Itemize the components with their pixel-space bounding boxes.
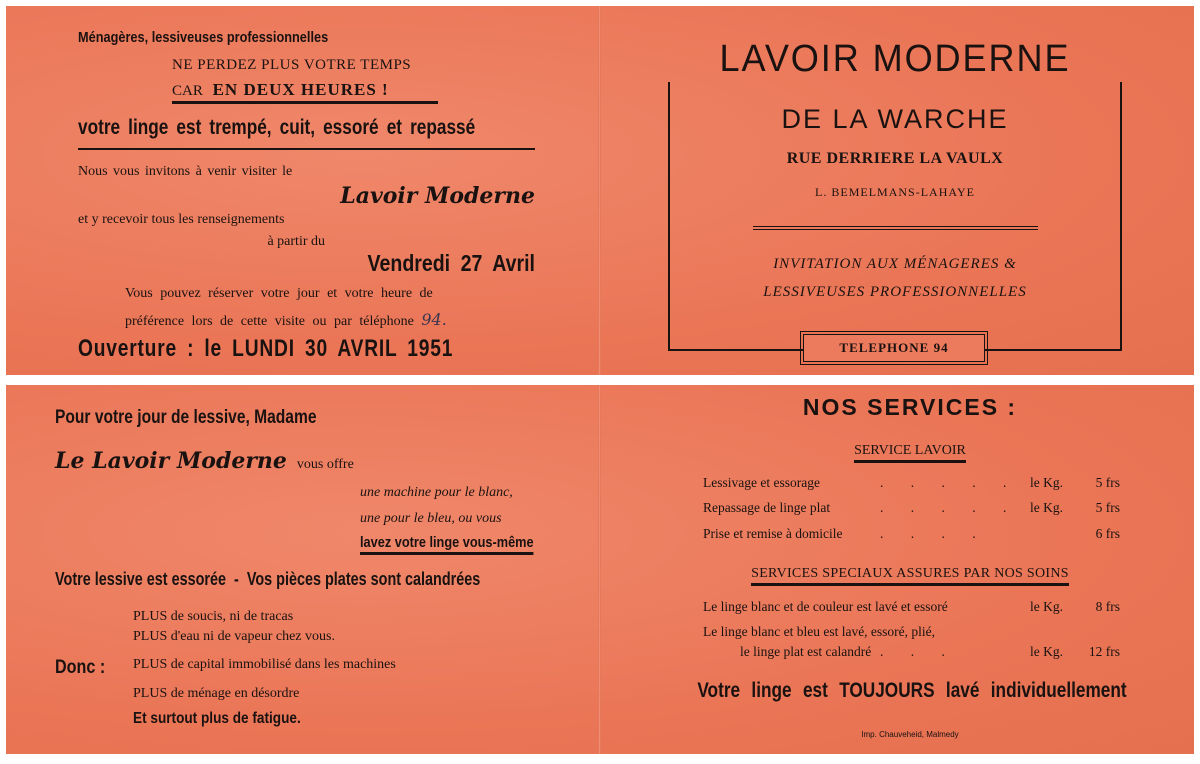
closing-line: Et surtout plus de fatigue. xyxy=(133,710,301,727)
list-item: PLUS de capital immobilisé dans les machines xyxy=(133,657,396,672)
printer-imprint: Imp. Chauveheid, Malmedy xyxy=(861,730,959,739)
section-header-lavoir xyxy=(700,442,1120,458)
handwritten-phone: 94. xyxy=(421,310,447,329)
fold-line xyxy=(598,385,601,754)
fold-line xyxy=(598,6,601,375)
start-date: Vendredi 27 Avril xyxy=(367,250,535,276)
price-value: 6 frs xyxy=(1095,526,1120,541)
invitation-line-2: LESSIVEUSES PROFESSIONNELLES xyxy=(763,284,1027,300)
offer-intro xyxy=(55,450,354,472)
service-label: Prise et remise à domicile xyxy=(703,526,843,541)
price-value: 8 frs xyxy=(1095,599,1120,614)
section-header-special xyxy=(700,565,1120,581)
offer-line-2: une pour le bleu, ou vous xyxy=(360,511,502,526)
slogan: Votre linge est TOUJOURS lavé individuellement xyxy=(697,679,1127,702)
phone-box: TELEPHONE 94 xyxy=(803,334,985,362)
brand-name: Lavoir Moderne xyxy=(340,183,535,209)
price-value: 12 frs xyxy=(1088,644,1120,659)
leader-dots: . . . . . xyxy=(880,500,1019,515)
price-value: 5 frs xyxy=(1095,500,1120,515)
invitation-line-1: INVITATION AUX MÉNAGERES & xyxy=(773,256,1017,272)
double-rule-2 xyxy=(753,229,1038,230)
services-title: NOS SERVICES : xyxy=(802,394,1018,420)
invite-line-2: et y recevoir tous les renseignements xyxy=(78,212,285,227)
service-label: le linge plat est calandré xyxy=(740,644,872,659)
price-unit: le Kg. xyxy=(1030,500,1063,515)
business-subtitle: DE LA WARCHE xyxy=(781,104,1009,134)
headline-2 xyxy=(172,81,438,104)
reserve-line-1: Vous pouvez réserver votre jour et votre heure de xyxy=(125,286,433,301)
double-rule-1 xyxy=(753,226,1038,227)
offer-line-3: lavez votre linge vous-même xyxy=(360,535,534,555)
promise-line: votre linge est trempé, cuit, essoré et repassé xyxy=(78,116,476,139)
price-unit: le Kg. xyxy=(1030,599,1063,614)
invite-line-3: à partir du xyxy=(267,234,325,249)
headline-2-prefix: CAR xyxy=(172,83,203,99)
leader-dots: . . . . . xyxy=(880,475,1019,490)
service-label: Le linge blanc et de couleur est lavé et essoré xyxy=(703,599,948,614)
invite-line-1: Nous vous invitons à venir visiter le xyxy=(78,164,293,179)
audience-line: Ménagères, lessiveuses professionnelles xyxy=(78,29,329,46)
leader-dots: . . . . xyxy=(880,526,988,541)
service-label: Lessivage et essorage xyxy=(703,475,820,490)
street-address: RUE DERRIERE LA VAULX xyxy=(786,150,1004,167)
business-title: LAVOIR MODERNE xyxy=(719,38,1071,80)
list-item: PLUS de ménage en désordre xyxy=(133,686,300,701)
list-item: PLUS d'eau ni de vapeur chez vous. xyxy=(133,629,335,644)
list-item: PLUS de soucis, ni de tracas xyxy=(133,609,294,624)
leader-dots: . . . xyxy=(880,644,957,659)
price-unit: le Kg. xyxy=(1030,644,1063,659)
intro-line: Pour votre jour de lessive, Madame xyxy=(55,407,317,428)
price-value: 5 frs xyxy=(1095,475,1120,490)
service-label: Repassage de linge plat xyxy=(703,500,831,515)
donc-label: Donc : xyxy=(55,657,106,678)
offers-text: vous offre xyxy=(296,457,354,472)
benefits-line: Votre lessive est essorée - Vos pièces plates sont calandrées xyxy=(55,569,481,589)
section-title: SERVICES SPECIAUX ASSURES PAR NOS SOINS xyxy=(751,566,1069,586)
divider xyxy=(78,148,535,150)
offer-line-1: une machine pour le blanc, xyxy=(360,485,513,500)
price-unit: le Kg. xyxy=(1030,475,1063,490)
opening-date: Ouverture : le LUNDI 30 AVRIL 1951 xyxy=(78,335,454,362)
headline-1: NE PERDEZ PLUS VOTRE TEMPS xyxy=(172,57,412,73)
brand-name: Le Lavoir Moderne xyxy=(55,448,287,474)
headline-2-emphasis: EN DEUX HEURES ! xyxy=(212,80,389,99)
section-title: SERVICE LAVOIR xyxy=(854,443,966,463)
reserve-line-2-text: préférence lors de cette visite ou par téléphone xyxy=(125,314,414,329)
reserve-line-2 xyxy=(125,312,447,329)
owner-name: L. BEMELMANS-LAHAYE xyxy=(815,185,975,199)
service-label: Le linge blanc et bleu est lavé, essoré, plié, xyxy=(703,624,936,639)
